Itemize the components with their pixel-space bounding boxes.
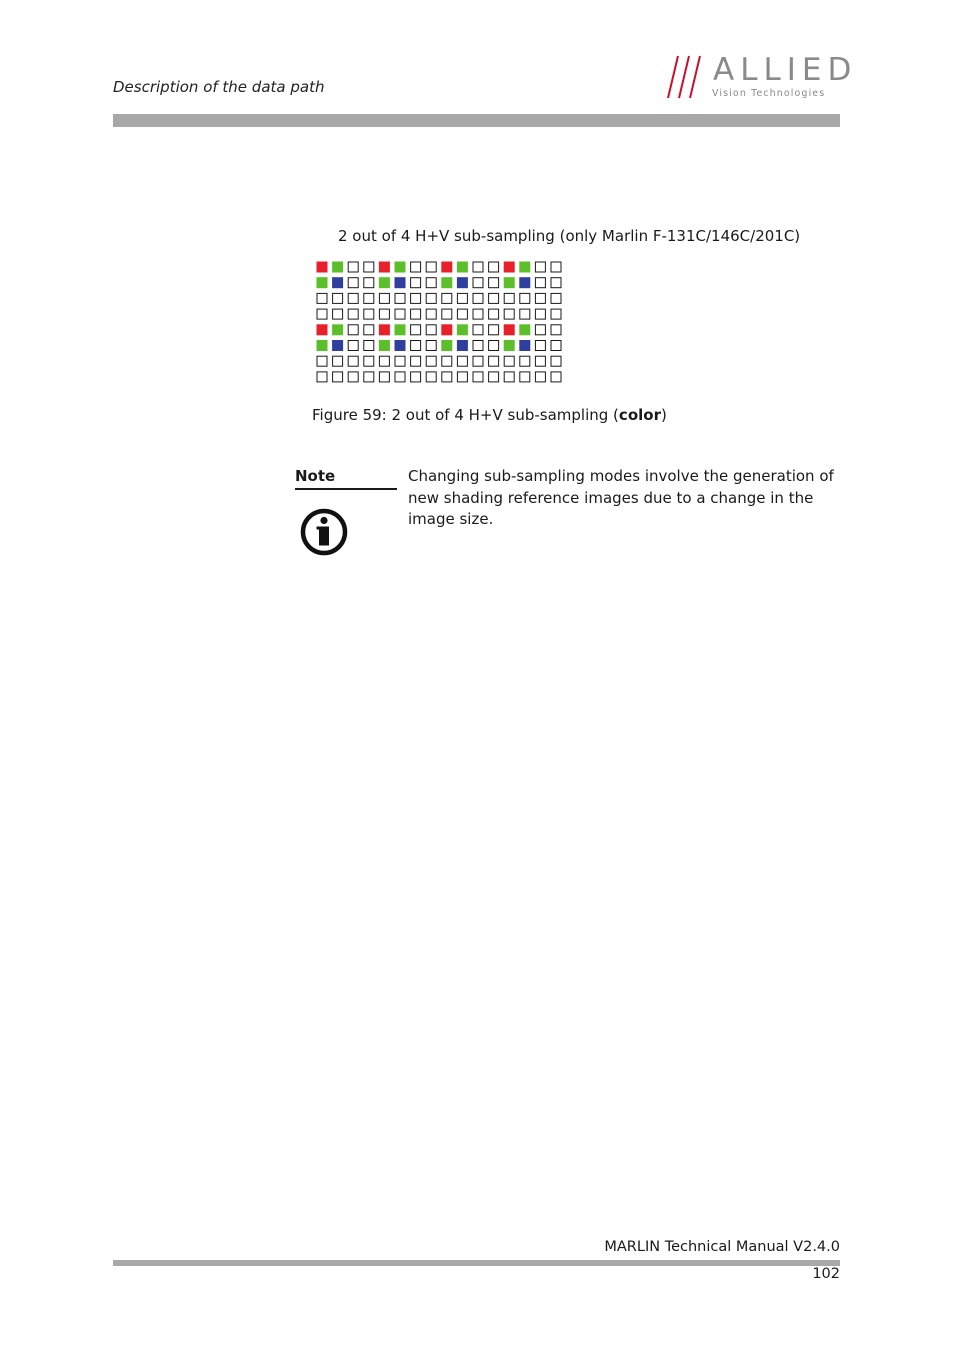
pixel-cell (489, 262, 499, 272)
pixel-cell (489, 356, 499, 366)
pixel-cell (426, 309, 436, 319)
pixel-cell (348, 309, 358, 319)
pixel-cell (379, 309, 389, 319)
pixel-cell (442, 325, 452, 335)
pixel-cell (364, 325, 374, 335)
pixel-cell (473, 293, 483, 303)
pixel-cell (364, 309, 374, 319)
pixel-cell (411, 293, 421, 303)
pixel-cell (379, 293, 389, 303)
info-icon (300, 507, 348, 557)
pixel-cell (504, 262, 514, 272)
pixel-cell (395, 341, 405, 351)
pixel-cell (489, 309, 499, 319)
pixel-cell (333, 278, 343, 288)
pixel-cell (504, 309, 514, 319)
pixel-cell (364, 293, 374, 303)
pixel-cell (395, 309, 405, 319)
pixel-cell (535, 278, 545, 288)
page-number: 102 (812, 1266, 840, 1282)
pixel-cell (395, 293, 405, 303)
pixel-cell (395, 262, 405, 272)
pixel-cell (426, 341, 436, 351)
note-label: Note (295, 467, 397, 490)
pixel-cell (535, 341, 545, 351)
pixel-cell (348, 325, 358, 335)
figure-heading: 2 out of 4 H+V sub-sampling (only Marlin F-131C/146C/201C) (338, 227, 801, 245)
pixel-cell (442, 309, 452, 319)
pixel-cell (535, 372, 545, 382)
pixel-cell (333, 372, 343, 382)
footer-rule (113, 1260, 840, 1266)
pixel-cell (473, 325, 483, 335)
pixel-cell (504, 356, 514, 366)
pixel-cell (317, 356, 327, 366)
pixel-cell (333, 325, 343, 335)
pixel-cell (457, 309, 467, 319)
pixel-cell (317, 278, 327, 288)
pixel-cell (551, 278, 561, 288)
logo-wordmark: ALLIED (713, 52, 858, 88)
pixel-cell (411, 309, 421, 319)
pixel-cell (317, 293, 327, 303)
pixel-cell (317, 262, 327, 272)
pixel-cell (395, 278, 405, 288)
caption-prefix: Figure 59: 2 out of 4 H+V sub-sampling ( (312, 406, 619, 424)
pixel-cell (364, 356, 374, 366)
pixel-cell (520, 372, 530, 382)
pixel-cell (551, 262, 561, 272)
allied-logo (664, 52, 858, 102)
pixel-cell (379, 356, 389, 366)
pixel-cell (551, 325, 561, 335)
pixel-cell (520, 341, 530, 351)
pixel-cell (379, 372, 389, 382)
pixel-cell (348, 278, 358, 288)
pixel-cell (442, 372, 452, 382)
pixel-cell (535, 325, 545, 335)
pixel-cell (442, 293, 452, 303)
pixel-cell (333, 262, 343, 272)
pixel-cell (348, 372, 358, 382)
pixel-cell (457, 341, 467, 351)
pixel-cell (411, 356, 421, 366)
pixel-cell (504, 278, 514, 288)
figure-caption (312, 406, 667, 424)
pixel-cell (473, 278, 483, 288)
caption-suffix: ) (660, 406, 667, 424)
pixel-cell (535, 262, 545, 272)
pixel-cell (520, 309, 530, 319)
pixel-cell (520, 262, 530, 272)
pixel-cell (473, 341, 483, 351)
pixel-cell (504, 293, 514, 303)
logo-subtitle: Vision Technologies (712, 88, 826, 99)
pixel-cell (473, 372, 483, 382)
pixel-cell (551, 341, 561, 351)
pixel-cell (457, 356, 467, 366)
pixel-cell (395, 356, 405, 366)
pixel-cell (426, 325, 436, 335)
pixel-cell (426, 356, 436, 366)
caption-bold: color (618, 406, 661, 424)
pixel-cell (535, 356, 545, 366)
pixel-cell (364, 278, 374, 288)
running-header: Description of the data path (113, 78, 325, 96)
pixel-cell (426, 278, 436, 288)
pixel-cell (442, 356, 452, 366)
note-text: Changing sub-sampling modes involve the generation of new shading reference images due to a change in the image size. (408, 467, 834, 528)
pixel-cell (364, 341, 374, 351)
pixel-cell (411, 341, 421, 351)
pixel-cell (504, 341, 514, 351)
pixel-cell (489, 325, 499, 335)
pixel-cell (442, 262, 452, 272)
pixel-cell (379, 325, 389, 335)
pixel-cell (504, 372, 514, 382)
pixel-cell (442, 341, 452, 351)
pixel-cell (551, 356, 561, 366)
pixel-cell (317, 325, 327, 335)
pixel-cell (348, 356, 358, 366)
pixel-cell (348, 262, 358, 272)
pixel-cell (348, 293, 358, 303)
pixel-cell (411, 278, 421, 288)
pixel-cell (504, 325, 514, 335)
pixel-cell (457, 293, 467, 303)
pixel-cell (395, 372, 405, 382)
pixel-cell (426, 262, 436, 272)
pixel-cell (457, 325, 467, 335)
pixel-cell (551, 293, 561, 303)
pixel-cell (379, 262, 389, 272)
pixel-cell (333, 293, 343, 303)
pixel-cell (379, 278, 389, 288)
pixel-cell (317, 372, 327, 382)
subsampling-pixel-grid (316, 261, 570, 387)
pixel-cell (426, 372, 436, 382)
pixel-cell (333, 309, 343, 319)
pixel-cell (442, 278, 452, 288)
footer-manual-title: MARLIN Technical Manual V2.4.0 (604, 1239, 840, 1255)
pixel-cell (426, 293, 436, 303)
pixel-cell (473, 356, 483, 366)
pixel-cell (489, 372, 499, 382)
pixel-cell (364, 262, 374, 272)
pixel-cell (379, 341, 389, 351)
pixel-cell (489, 341, 499, 351)
pixel-cell (535, 309, 545, 319)
pixel-cell (333, 356, 343, 366)
pixel-cell (551, 309, 561, 319)
pixel-cell (489, 293, 499, 303)
pixel-cell (520, 278, 530, 288)
pixel-cell (317, 341, 327, 351)
pixel-cell (348, 341, 358, 351)
pixel-cell (520, 293, 530, 303)
pixel-cell (364, 372, 374, 382)
pixel-cell (457, 278, 467, 288)
pixel-cell (489, 278, 499, 288)
pixel-cell (520, 356, 530, 366)
pixel-cell (473, 262, 483, 272)
pixel-cell (411, 372, 421, 382)
pixel-cell (411, 262, 421, 272)
pixel-cell (535, 293, 545, 303)
pixel-cell (520, 325, 530, 335)
pixel-cell (551, 372, 561, 382)
logo-slashes-icon (664, 52, 712, 102)
pixel-cell (411, 325, 421, 335)
pixel-cell (333, 341, 343, 351)
pixel-cell (457, 262, 467, 272)
pixel-cell (473, 309, 483, 319)
pixel-cell (317, 309, 327, 319)
pixel-cell (395, 325, 405, 335)
pixel-cell (457, 372, 467, 382)
header-rule (113, 114, 840, 127)
